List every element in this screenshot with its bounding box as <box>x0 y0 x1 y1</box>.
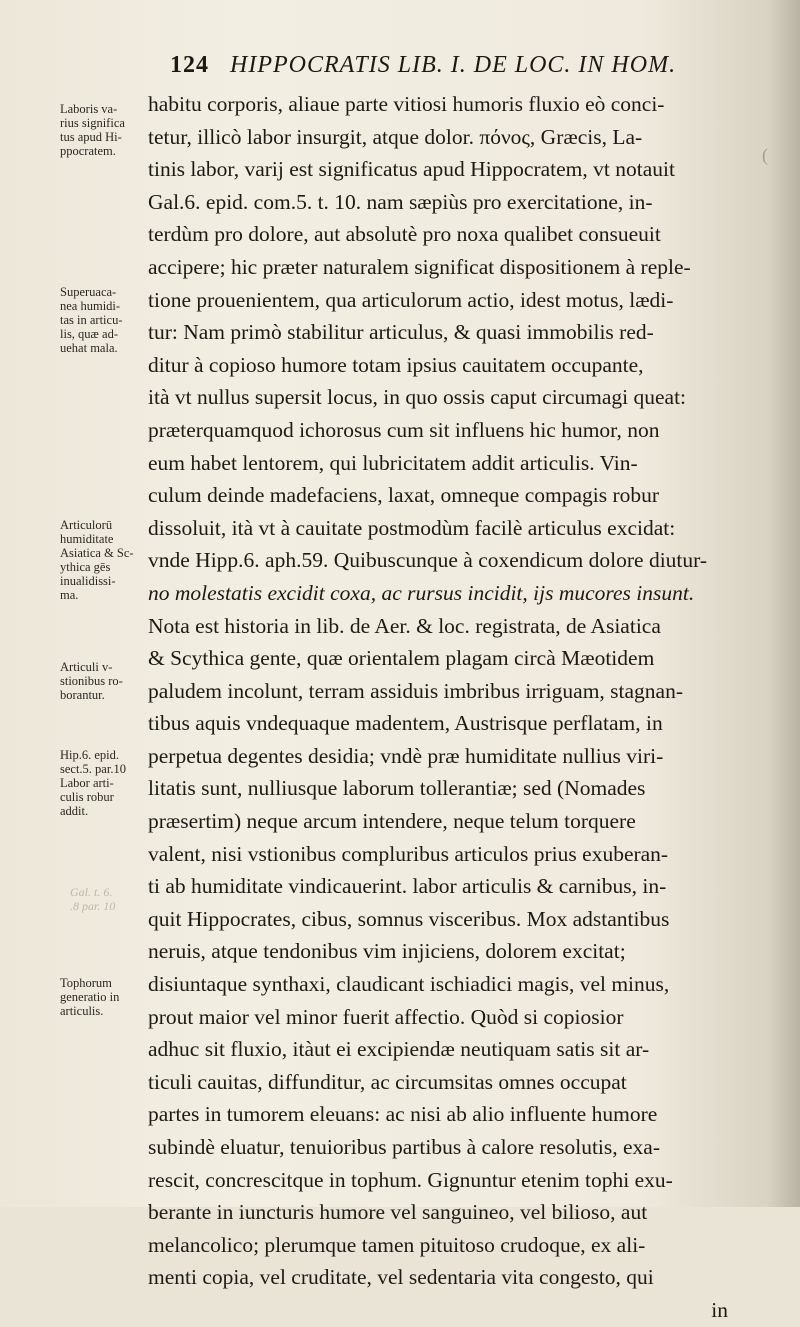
text-line: præterquamquod ichorosus cum sit influens hic humor, non <box>148 417 660 442</box>
text-line: disiuntaque synthaxi, claudicant ischiadici magis, vel minus, <box>148 972 670 997</box>
text-line: valent, nisi vstionibus compluribus articulos prius exuberan- <box>148 841 669 866</box>
text-line: ticuli cauitas, diffunditur, ac circumsitas omnes occupat <box>148 1069 627 1094</box>
text-line: accipere; hic præter naturalem significat dispositionem à reple- <box>148 254 691 279</box>
text-line: tur: Nam primò stabilitur articulus, & quasi immobilis red- <box>148 320 654 345</box>
text-line: adhuc sit fluxio, itàut ei excipiendæ neutiquam satis sit ar- <box>148 1037 650 1062</box>
text-line: paludem incolunt, terram assiduis imbribus irriguam, stagnan- <box>148 678 684 703</box>
running-header <box>170 52 690 84</box>
text-line: præsertim) neque arcum intendere, neque telum torquere <box>148 809 636 834</box>
text-line: culum deinde madefaciens, laxat, omneque compagis robur <box>148 483 660 508</box>
text-line: melancolico; plerumque tamen pituitoso crudoque, ex ali- <box>148 1232 646 1257</box>
body-text <box>148 88 768 1327</box>
text-line: subindè eluatur, tenuioribus partibus à calore resolutis, exa- <box>148 1135 661 1159</box>
text-line: rescit, concrescitque in tophum. Gignuntur etenim tophi exu- <box>148 1167 673 1192</box>
text-line: berante in iuncturis humore vel sanguineo, vel bilioso, aut <box>148 1200 648 1225</box>
running-title: HIPPOCRATIS LIB. I. DE LOC. IN HOM. <box>230 52 677 78</box>
page-edge-mark: ( <box>762 145 768 165</box>
text-line: menti copia, vel cruditate, vel sedentaria vita congesto, qui <box>148 1265 654 1290</box>
text-line: partes in tumorem eleuans: ac nisi ab alio influente humore <box>148 1102 658 1127</box>
margin-note: Hip.6. epid. sect.5. par.10 Labor arti- culis robur addit. <box>60 748 126 818</box>
text-line: terdùm pro dolore, aut absolutè pro noxa qualibet consueuit <box>148 222 661 247</box>
text-line: dissoluit, ità vt à cauitate postmodùm facilè articulus excidat: <box>148 515 676 540</box>
text-line: perpetua degentes desidia; vndè præ humiditate nullius viri- <box>148 743 664 768</box>
text-line: eum habet lentorem, qui lubricitatem addit articulis. Vin- <box>148 450 638 475</box>
text-line: & Scythica gente, quæ orientalem plagam circà Mæotidem <box>148 646 655 671</box>
text-line: ti ab humiditate vindicauerint. labor articulis & carnibus, in- <box>148 874 667 899</box>
text-line: neruis, atque tendonibus vim injiciens, dolorem excitat; <box>148 939 626 964</box>
text-line: quit Hippocrates, cibus, somnus visceribus. Mox adstantibus <box>148 906 670 931</box>
page-number: 124 <box>170 52 209 78</box>
text-line: tetur, illicò labor insurgit, atque dolor. πόνος, Græcis, La- <box>148 124 643 149</box>
text-line: litatis sunt, nulliusque laborum tollerantiæ; sed (Nomades <box>148 776 646 801</box>
text-line: habitu corporis, aliaue parte vitiosi humoris fluxio eò conci- <box>148 92 665 116</box>
margin-note: Tophorum generatio in articulis. <box>60 976 120 1018</box>
text-line: Gal.6. epid. com.5. t. 10. nam sæpiùs pro exercitatione, in- <box>148 189 653 214</box>
text-line: tinis labor, varij est significatus apud Hippocratem, vt notauit <box>148 157 675 182</box>
text-line: ditur à copioso humore totam ipsius cauitatem occupante, <box>148 352 644 377</box>
text-line: tione prouenientem, qua articulorum actio, idest motus, lædi- <box>148 287 674 312</box>
text-line: ità vt nullus supersit locus, in quo ossis caput circumagi queat: <box>148 385 687 410</box>
text-line: vnde Hipp.6. aph.59. Quibuscunque à coxendicum dolore diutur- <box>148 548 708 573</box>
text-line: no molestatis excidit coxa, ac rursus incidit, ijs mucores insunt. <box>148 580 695 605</box>
text-line: prout maior vel minor fuerit affectio. Quòd si copiosior <box>148 1004 624 1029</box>
text-line: Nota est historia in lib. de Aer. & loc. registrata, de Asiatica <box>148 613 661 638</box>
margin-note: Superuaca- nea humidi- tas in articu- lis, quæ ad- uehat mala. <box>60 285 123 355</box>
margin-note: Articulorū humiditate Asiatica & Sc- ythica gēs inualidissi- ma. <box>60 518 134 602</box>
text-line: tibus aquis vndequaque madentem, Austrisque perflatam, in <box>148 711 663 736</box>
bleed-through-text: Gal. t. 6. .8 par. 10 <box>70 885 116 913</box>
margin-note: Articuli v- stionibus ro- borantur. <box>60 660 123 702</box>
catchword: in <box>711 1297 728 1322</box>
margin-note: Laboris va- rius significa tus apud Hi- ppocratem. <box>60 102 125 158</box>
